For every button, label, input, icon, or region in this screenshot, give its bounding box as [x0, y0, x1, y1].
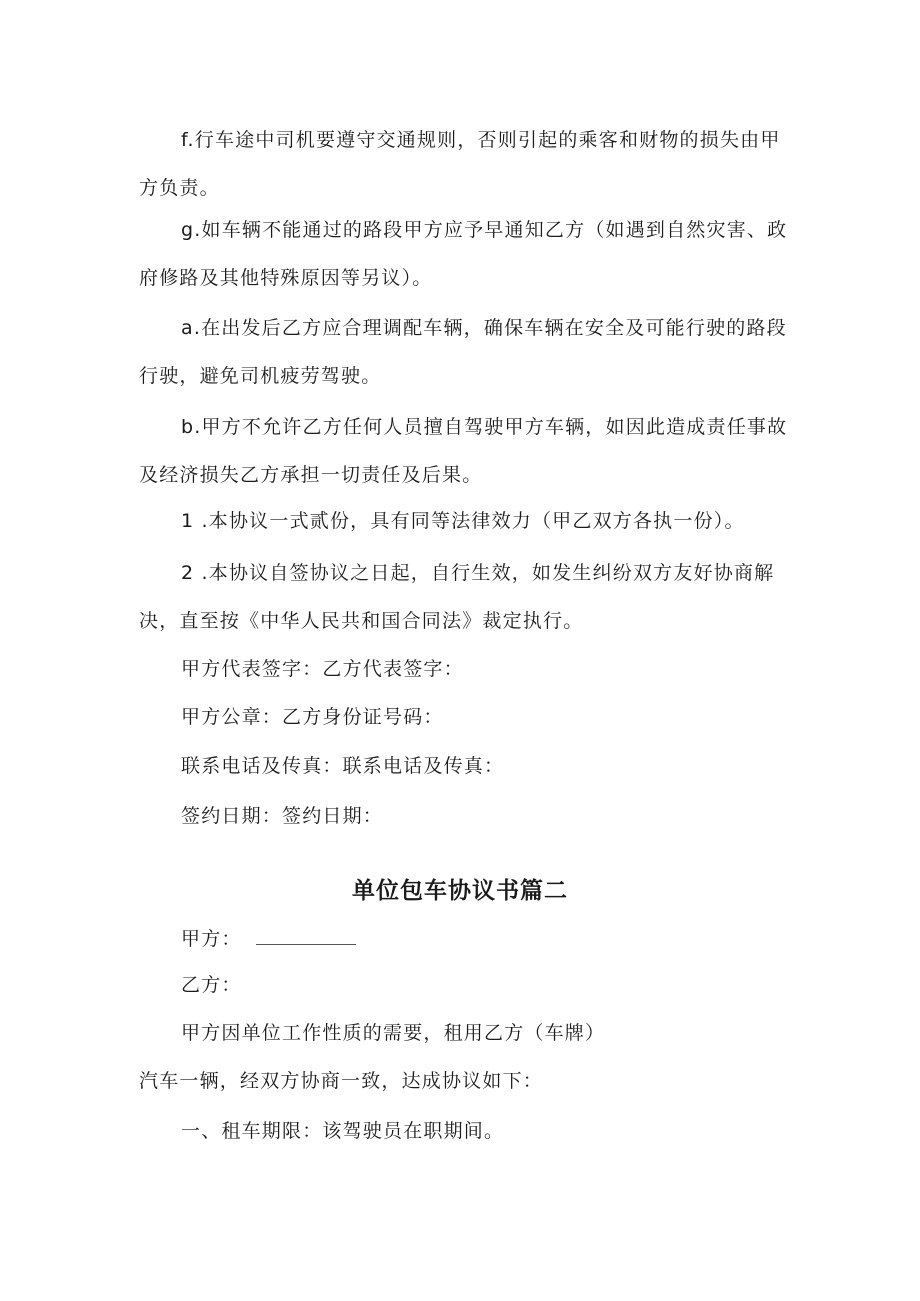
item-2: 2 .本协议自签协议之日起，自行生效，如发生纠纷双方友好协商解决，直至按《中华人民共和国合同法》裁定执行。	[139, 562, 775, 632]
party-a-label: 甲方：	[181, 928, 242, 950]
term-line: 一、租车期限：该驾驶员在职期间。	[181, 1120, 505, 1142]
clause-a: a.在出发后乙方应合理调配车辆，确保车辆在安全及可能行驶的路段行驶，避免司机疲劳驾驶。	[139, 317, 787, 387]
signature-line: 甲方代表签字：乙方代表签字：	[181, 658, 464, 680]
intro-line-2: 汽车一辆，经双方协商一致，达成协议如下：	[139, 1070, 544, 1092]
party-a-line	[181, 924, 356, 954]
clause-g: g.如车辆不能通过的路段甲方应予早通知乙方（如遇到自然灾害、政府修路及其他特殊原因等另议）。	[139, 219, 788, 289]
sign-date-line: 签约日期：签约日期：	[181, 805, 384, 827]
intro-line-1: 甲方因单位工作性质的需要，租用乙方（车牌）	[181, 1022, 606, 1044]
seal-line: 甲方公章：乙方身份证号码：	[181, 706, 444, 728]
item-1: 1 .本协议一式贰份，具有同等法律效力（甲乙双方各执一份）。	[181, 510, 745, 532]
section-title: 单位包车协议书篇二	[352, 878, 568, 904]
party-a-blank	[256, 928, 356, 945]
clause-f: f.行车途中司机要遵守交通规则，否则引起的乘客和财物的损失由甲方负责。	[139, 129, 781, 199]
contact-line: 联系电话及传真：联系电话及传真：	[181, 755, 505, 777]
clause-b: b.甲方不允许乙方任何人员擅自驾驶甲方车辆，如因此造成责任事故及经济损失乙方承担一切责任及后果。	[139, 416, 788, 486]
party-b-line: 乙方：	[181, 974, 242, 996]
